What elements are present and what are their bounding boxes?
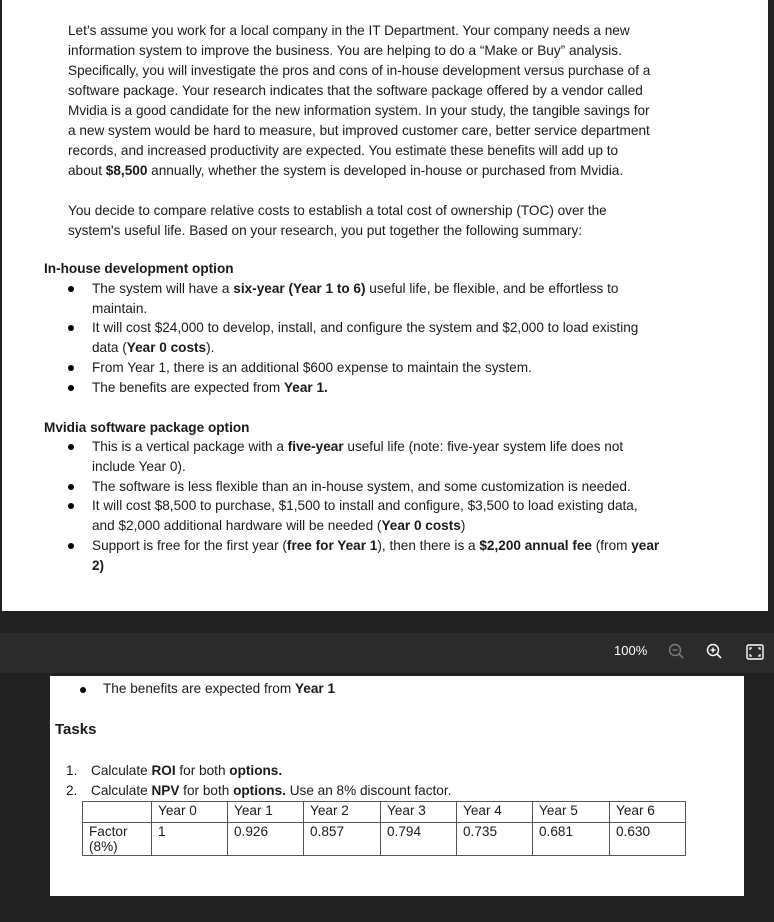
mvidia-bullet-4-cont: 2) (92, 558, 105, 573)
bullet-icon (68, 503, 74, 509)
table-header-row (83, 802, 686, 823)
table-row (83, 823, 686, 856)
table-header-cell: Year 2 (304, 802, 381, 823)
factor-row-label: Factor (8%) (83, 823, 152, 856)
document-page-2 (50, 676, 744, 896)
inhouse-bullet-2-cont: data (Year 0 costs). (92, 340, 215, 355)
bullet-icon (68, 325, 74, 331)
document-page-1 (2, 0, 768, 611)
viewer-toolbar (0, 633, 774, 673)
zoom-in-icon[interactable] (704, 641, 726, 663)
table-cell: 1 (152, 823, 228, 856)
mvidia-bullet-3: It will cost $8,500 to purchase, $1,500 to install and configure, $3,500 to load existing data, (92, 498, 638, 513)
bullet-icon (68, 543, 74, 549)
intro-line: records, and increased productivity are expected. You estimate these benefits will add up to (68, 143, 619, 158)
inhouse-bullet-4: The benefits are expected from Year 1. (92, 380, 328, 395)
task-2: Calculate NPV for both options. Use an 8% discount factor. (91, 783, 452, 798)
mvidia-bullet-3-cont: and $2,000 additional hardware will be needed (Year 0 costs) (92, 518, 466, 533)
mvidia-heading: Mvidia software package option (44, 420, 250, 435)
fit-page-icon[interactable] (744, 641, 766, 663)
intro-line: Mvidia is a good candidate for the new information system. In your study, the tangible savings for (68, 103, 650, 118)
intro-line: information system to improve the business. You are helping to do a “Make or Buy” analysis. (68, 43, 622, 58)
table-cell: 0.857 (304, 823, 381, 856)
inhouse-bullet-3: From Year 1, there is an additional $600 expense to maintain the system. (92, 360, 532, 375)
zoom-out-icon[interactable] (666, 641, 688, 663)
intro-line: Let’s assume you work for a local company in the IT Department. Your company needs a new (68, 23, 630, 38)
bullet-icon (68, 444, 74, 450)
intro-line: software package. Your research indicates that the software package offered by a vendor called (68, 83, 643, 98)
benefits-bullet: The benefits are expected from Year 1 (103, 681, 336, 696)
bullet-icon (68, 365, 74, 371)
table-header-cell (83, 802, 152, 823)
task-2-number: 2. (66, 783, 78, 798)
mvidia-bullet-1: This is a vertical package with a five-year useful life (note: five-year system life does not (92, 439, 624, 454)
tasks-heading: Tasks (55, 721, 97, 738)
mvidia-bullet-4: Support is free for the first year (free for Year 1), then there is a $2,200 annual fee (from year (92, 538, 660, 553)
mvidia-bullet-2: The software is less flexible than an in-house system, and some customization is needed. (92, 479, 631, 494)
zoom-level[interactable]: 100% (614, 643, 648, 658)
intro-line: You decide to compare relative costs to establish a total cost of ownership (TOC) over the (68, 203, 607, 218)
task-1-number: 1. (66, 763, 78, 778)
inhouse-heading: In-house development option (44, 261, 234, 276)
table-cell: 0.630 (610, 823, 686, 856)
table-cell: 0.735 (457, 823, 533, 856)
mvidia-bullet-1-cont: include Year 0). (92, 459, 186, 474)
table-header-cell: Year 0 (152, 802, 228, 823)
table-header-cell: Year 3 (381, 802, 457, 823)
inhouse-bullet-1: The system will have a six-year (Year 1 to 6) useful life, be flexible, and be effortless to (92, 281, 619, 296)
inhouse-bullet-2: It will cost $24,000 to develop, install, and configure the system and $2,000 to load existing (92, 320, 639, 335)
table-header-cell: Year 6 (610, 802, 686, 823)
table-cell: 0.794 (381, 823, 457, 856)
bullet-icon (68, 286, 74, 292)
discount-factor-table (82, 801, 686, 856)
table-cell: 0.926 (228, 823, 304, 856)
table-header-cell: Year 5 (533, 802, 610, 823)
bullet-icon (68, 385, 74, 391)
table-header-cell: Year 1 (228, 802, 304, 823)
intro-line: about $8,500 annually, whether the system is developed in-house or purchased from Mvidia. (68, 163, 624, 178)
table-cell: 0.681 (533, 823, 610, 856)
inhouse-bullet-1-cont: maintain. (92, 301, 148, 316)
task-1: Calculate ROI for both options. (91, 763, 283, 778)
intro-line: system's useful life. Based on your research, you put together the following summary: (68, 223, 583, 238)
bullet-icon (68, 484, 74, 490)
table-header-cell: Year 4 (457, 802, 533, 823)
intro-line: a new system would be hard to measure, but improved customer care, better service department (68, 123, 650, 138)
bullet-icon (80, 687, 86, 693)
intro-line: Specifically, you will investigate the pros and cons of in-house development versus purchase of a (68, 63, 651, 78)
